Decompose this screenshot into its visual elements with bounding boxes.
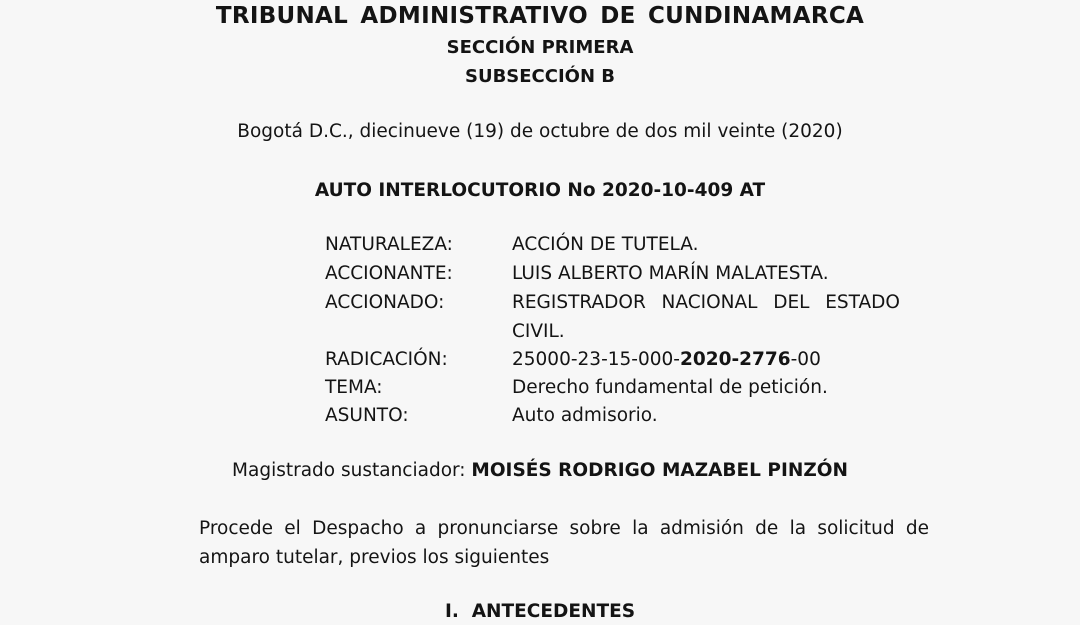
magistrate-name: MOISÉS RODRIGO MAZABEL PINZÓN (471, 460, 848, 481)
label-radicacion: RADICACIÓN: (325, 349, 448, 370)
section-heading: I. ANTECEDENTES (444, 601, 636, 622)
label-asunto: ASUNTO: (325, 405, 409, 426)
value-naturaleza: ACCIÓN DE TUTELA. (512, 234, 699, 255)
value-asunto: Auto admisorio. (512, 405, 658, 426)
label-naturaleza: NATURALEZA: (325, 234, 453, 255)
court-title: TRIBUNAL ADMINISTRATIVO DE CUNDINAMARCA (215, 3, 865, 29)
paragraph-line-2: amparo tutelar, previos los siguientes (199, 547, 550, 568)
value-accionado-line1: REGISTRADOR NACIONAL DEL ESTADO (512, 292, 900, 313)
auto-title: AUTO INTERLOCUTORIO No 2020-10-409 AT (314, 180, 766, 201)
radicacion-number: 2020-2776 (679, 349, 791, 370)
value-radicacion (512, 349, 821, 370)
section-title: SECCIÓN PRIMERA (446, 37, 634, 58)
paragraph-line-1: Procede el Despacho a pronunciarse sobre la admisión de la solicitud de (199, 518, 929, 539)
value-accionado-line2: CIVIL. (512, 321, 565, 342)
subsection-title: SUBSECCIÓN B (464, 66, 616, 87)
value-tema: Derecho fundamental de petición. (512, 377, 828, 398)
magistrate-label: Magistrado sustanciador: (232, 460, 472, 481)
label-accionante: ACCIONANTE: (325, 263, 453, 284)
value-accionante: LUIS ALBERTO MARÍN MALATESTA. (512, 263, 829, 284)
label-accionado: ACCIONADO: (325, 292, 445, 313)
radicacion-prefix: 25000-23-15-000- (512, 349, 680, 370)
label-tema: TEMA: (325, 377, 383, 398)
radicacion-suffix: -00 (790, 349, 821, 370)
magistrate-line (0, 460, 1080, 481)
date-line: Bogotá D.C., diecinueve (19) de octubre de dos mil veinte (2020) (237, 121, 843, 142)
